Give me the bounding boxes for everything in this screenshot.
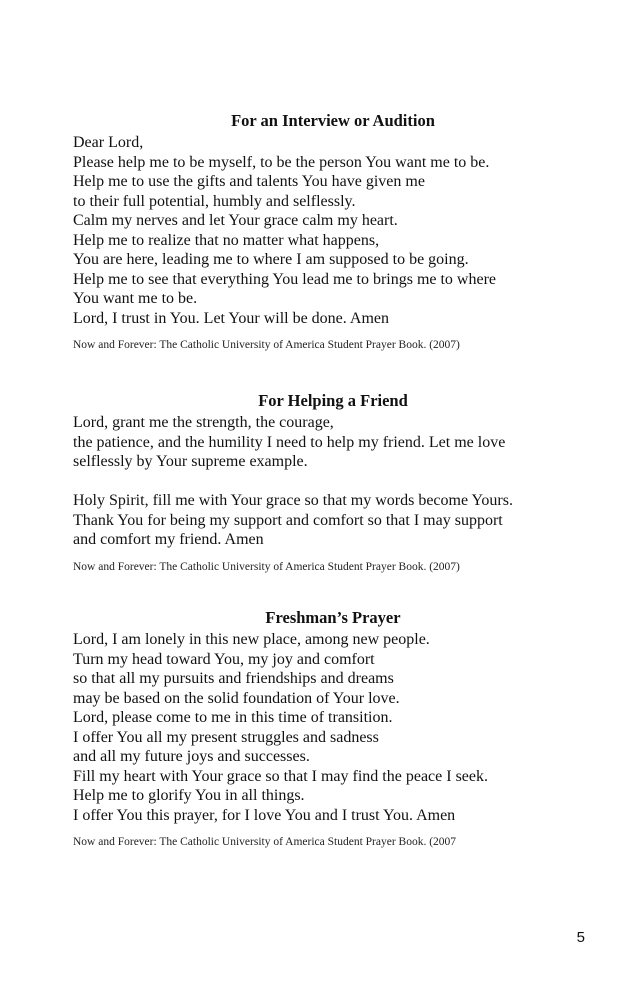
prayer-title: For an Interview or Audition [231, 111, 435, 130]
prayer-line: Lord, please come to me in this time of transition. [73, 709, 393, 726]
citation: Now and Forever: The Catholic University of America Student Prayer Book. (2007) [73, 560, 460, 573]
prayer-line: Dear Lord, [73, 134, 144, 151]
prayer-line: the patience, and the humility I need to help my friend. Let me love [73, 433, 506, 451]
prayer-interview-audition [73, 111, 573, 352]
prayer-line: Fill my heart with Your grace so that I may find the peace I seek. [73, 767, 488, 785]
prayer-helping-friend [73, 391, 573, 574]
prayer-line: selflessly by Your supreme example. [73, 453, 308, 470]
prayer-body [73, 133, 573, 328]
prayer-line: Help me to see that everything You lead me to brings me to where [73, 270, 497, 288]
prayer-line: I offer You this prayer, for I love You and I trust You. Amen [73, 806, 456, 824]
prayer-line: You are here, leading me to where I am supposed to be going. [73, 251, 469, 268]
prayer-line: Please help me to be myself, to be the person You want me to be. [73, 153, 490, 171]
prayer-line: You want me to be. [73, 290, 198, 307]
prayer-line: Thank You for being my support and comfort so that I may support [73, 511, 503, 529]
prayer-line: so that all my pursuits and friendships and dreams [73, 670, 394, 687]
prayer-body [73, 630, 573, 825]
prayer-line: Lord, I am lonely in this new place, among new people. [73, 631, 430, 648]
prayer-title: For Helping a Friend [258, 391, 408, 410]
prayer-line: Turn my head toward You, my joy and comfort [73, 650, 375, 668]
prayer-line: Lord, grant me the strength, the courage, [73, 414, 334, 431]
prayer-line: Help me to glorify You in all things. [73, 787, 305, 804]
prayer-line: to their full potential, humbly and selflessly. [73, 192, 356, 210]
prayer-line: and comfort my friend. Amen [73, 531, 264, 548]
prayer-line: Calm my nerves and let Your grace calm my heart. [73, 212, 398, 229]
paragraph-break [73, 472, 573, 492]
page-number: 5 [576, 929, 585, 946]
prayer-line: Help me to realize that no matter what happens, [73, 231, 380, 249]
prayer-line: and all my future joys and successes. [73, 748, 310, 765]
prayer-line: Holy Spirit, fill me with Your grace so that my words become Yours. [73, 492, 513, 509]
prayer-freshman [73, 608, 573, 849]
prayer-line: Help me to use the gifts and talents You have given me [73, 173, 425, 190]
prayer-line: Lord, I trust in You. Let Your will be done. Amen [73, 309, 389, 327]
prayer-title: Freshman’s Prayer [265, 608, 401, 627]
prayer-body [73, 413, 573, 550]
citation: Now and Forever: The Catholic University of America Student Prayer Book. (2007 [73, 836, 457, 848]
prayer-line: I offer You all my present struggles and sadness [73, 728, 379, 746]
prayer-line: may be based on the solid foundation of Your love. [73, 689, 400, 707]
citation: Now and Forever: The Catholic University of America Student Prayer Book. (2007) [73, 339, 460, 351]
